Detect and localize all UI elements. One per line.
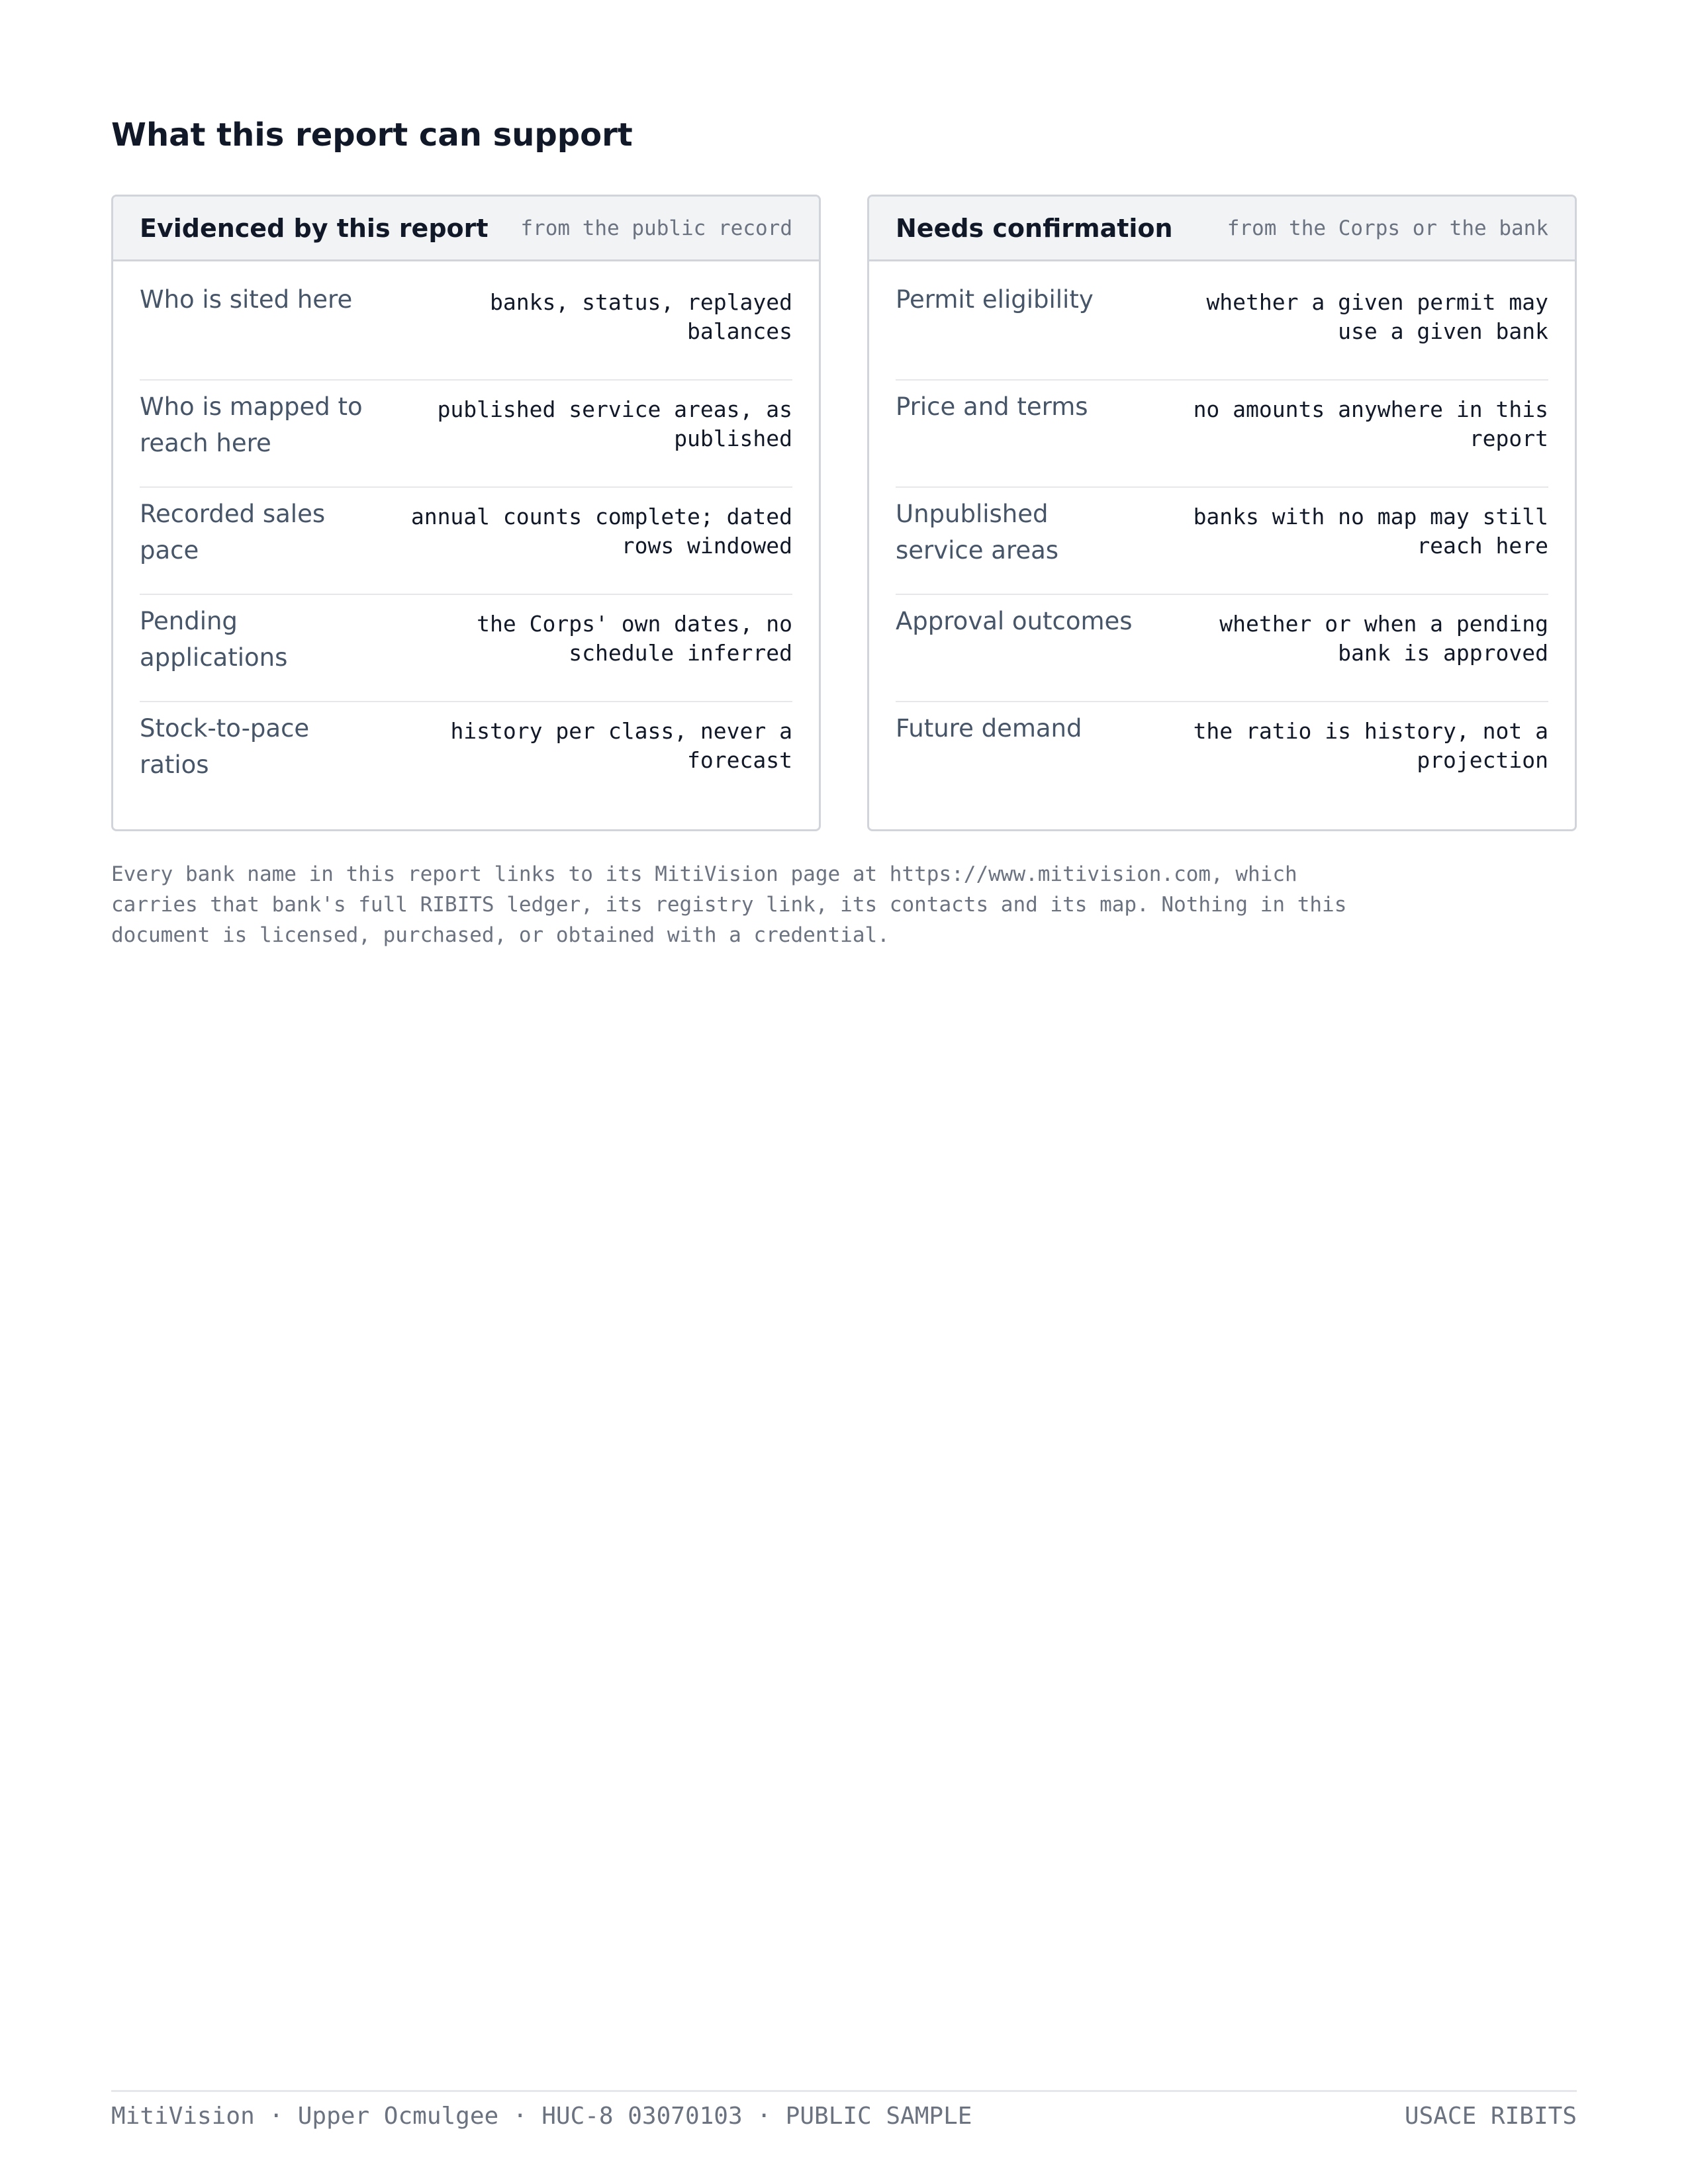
row-value: the Corps' own dates, no schedule inferred <box>477 611 792 666</box>
evidenced-row <box>140 273 792 381</box>
row-label: Approval outcomes <box>896 607 1133 635</box>
row-value: banks with no map may still reach here <box>1193 504 1548 559</box>
footnote: Every bank name in this report links to its MitiVision page at https://www.mitivision.com, which carries that bank's full RIBITS ledger, its registry link, its contacts and its map. Nothing in this document is licensed, purchased, or obtained with a credential. <box>111 862 1347 947</box>
evidenced-panel-body <box>113 261 819 829</box>
evidenced-panel-source: from the public record <box>520 216 792 240</box>
row-label: Future demand <box>896 714 1082 743</box>
evidenced-panel-title: Evidenced by this report <box>140 213 489 243</box>
confirmation-panel-header <box>869 197 1575 261</box>
confirmation-row <box>896 273 1548 381</box>
evidenced-panel <box>111 195 821 831</box>
confirmation-row <box>896 381 1548 488</box>
row-label: Who is mapped to reach here <box>140 392 363 457</box>
confirmation-panel <box>867 195 1577 831</box>
footer-left: MitiVision · Upper Ocmulgee · HUC-8 03070103 · PUBLIC SAMPLE <box>111 2103 972 2130</box>
row-value: no amounts anywhere in this report <box>1193 396 1548 451</box>
evidenced-row <box>140 702 792 809</box>
row-label: Stock-to-pace ratios <box>140 714 310 779</box>
panels-container <box>111 195 1577 831</box>
row-value: whether or when a pending bank is approved <box>1219 611 1548 666</box>
row-label: Price and terms <box>896 392 1088 421</box>
row-label: Recorded sales pace <box>140 500 326 565</box>
confirmation-row <box>896 488 1548 595</box>
evidenced-row <box>140 595 792 702</box>
row-value: the ratio is history, not a projection <box>1193 718 1548 773</box>
row-value: history per class, never a forecast <box>450 718 792 773</box>
evidenced-row <box>140 381 792 488</box>
page-title: What this report can support <box>111 116 633 154</box>
row-label: Pending applications <box>140 607 288 672</box>
row-label: Permit eligibility <box>896 285 1094 314</box>
page-footer <box>111 2090 1577 2130</box>
confirmation-row <box>896 595 1548 702</box>
confirmation-panel-body <box>869 261 1575 829</box>
evidenced-row <box>140 488 792 595</box>
row-value: published service areas, as published <box>437 396 792 451</box>
row-label: Unpublished service areas <box>896 500 1059 565</box>
confirmation-row <box>896 702 1548 809</box>
evidenced-panel-header <box>113 197 819 261</box>
row-value: whether a given permit may use a given bank <box>1206 289 1548 344</box>
footer-right: USACE RIBITS <box>1404 2103 1577 2130</box>
row-value: banks, status, replayed balances <box>490 289 792 344</box>
row-label: Who is sited here <box>140 285 353 314</box>
confirmation-panel-source: from the Corps or the bank <box>1227 216 1548 240</box>
row-value: annual counts complete; dated rows windowed <box>410 504 792 559</box>
confirmation-panel-title: Needs confirmation <box>896 213 1173 243</box>
